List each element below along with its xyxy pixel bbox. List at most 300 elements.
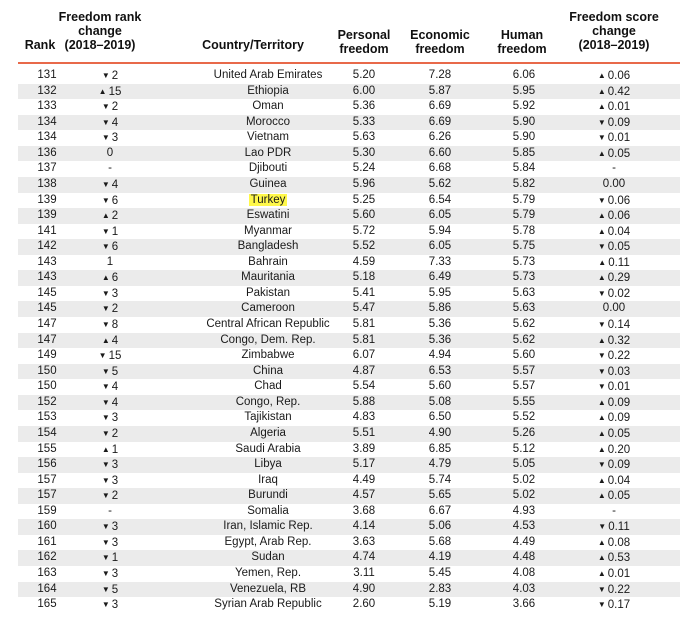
arrow-down-icon: ▼ (101, 537, 110, 547)
score-change-cell (584, 239, 644, 255)
human-freedom-value: 4.53 (512, 520, 536, 533)
rank-value: 163 (37, 567, 57, 579)
score-change-value: 0.00 (602, 177, 626, 190)
rank-cell (32, 535, 62, 551)
human-freedom-cell (494, 535, 554, 551)
table-row (18, 535, 680, 551)
rank-change-value: 2 (111, 427, 119, 440)
table-row (18, 379, 680, 395)
score-change-cell (584, 582, 644, 598)
personal-freedom-value: 4.87 (352, 364, 376, 377)
table-row (18, 239, 680, 255)
rank-value: 159 (37, 504, 57, 517)
rank-change-value: 2 (111, 70, 119, 82)
table-row (18, 130, 680, 146)
arrow-down-icon: ▼ (101, 133, 110, 143)
score-change-cell (584, 255, 644, 271)
table-row (18, 395, 680, 411)
rank-change-value: 3 (111, 287, 119, 300)
personal-freedom-cell (334, 99, 394, 115)
human-freedom-value: 5.78 (512, 224, 536, 237)
rank-value: 134 (37, 115, 57, 128)
rank-value: 150 (37, 380, 57, 393)
personal-freedom-cell (334, 146, 394, 162)
human-freedom-value: 6.06 (512, 69, 536, 81)
human-freedom-value: 5.73 (512, 271, 536, 284)
score-change-value: - (612, 162, 616, 175)
table-row (18, 301, 680, 317)
score-change-cell (584, 177, 644, 193)
economic-freedom-value: 6.69 (428, 115, 452, 128)
score-change-value: 0.06 (607, 194, 631, 207)
table-body (18, 68, 680, 613)
score-change-cell (584, 457, 644, 473)
human-freedom-cell (494, 68, 554, 84)
score-change-cell (584, 566, 644, 582)
country-name: Morocco (245, 115, 291, 128)
personal-freedom-cell (334, 317, 394, 333)
rank-cell (32, 301, 62, 317)
rank-change-cell (80, 68, 140, 84)
rank-cell (32, 193, 62, 209)
arrow-down-icon: ▼ (101, 553, 110, 563)
personal-freedom-value: 3.11 (353, 567, 375, 579)
rank-change-cell (80, 224, 140, 240)
rank-change-cell (80, 270, 140, 286)
score-change-cell (584, 161, 644, 177)
human-freedom-cell (494, 115, 554, 131)
table-row (18, 224, 680, 240)
personal-freedom-cell (334, 208, 394, 224)
economic-freedom-cell (410, 457, 470, 473)
country-name: Congo, Dem. Rep. (220, 333, 316, 346)
economic-freedom-cell (410, 99, 470, 115)
rank-change-cell (80, 535, 140, 551)
country-name: Zimbabwe (241, 349, 295, 362)
rank-change-value: 1 (106, 255, 114, 268)
rank-cell (32, 68, 62, 84)
rank-change-cell (80, 301, 140, 317)
score-change-value: 0.42 (607, 85, 631, 98)
human-freedom-cell (494, 99, 554, 115)
personal-freedom-cell (334, 535, 394, 551)
rank-change-value: 4 (111, 178, 119, 191)
table-row (18, 286, 680, 302)
personal-freedom-value: 5.51 (352, 426, 376, 439)
economic-freedom-cell (410, 68, 470, 84)
rank-change-cell (80, 146, 140, 162)
rank-change-value: 6 (111, 272, 119, 285)
arrow-up-icon: ▲ (101, 211, 110, 221)
economic-freedom-value: 4.94 (428, 349, 452, 362)
rank-value: 157 (37, 473, 57, 486)
personal-freedom-cell (334, 68, 394, 84)
economic-freedom-cell (410, 130, 470, 146)
table-row (18, 255, 680, 271)
human-freedom-cell (494, 364, 554, 380)
personal-freedom-cell (334, 473, 394, 489)
score-change-value: 0.05 (607, 490, 631, 503)
economic-freedom-value: 7.33 (428, 255, 452, 268)
personal-freedom-value: 5.36 (352, 100, 376, 113)
arrow-down-icon: ▼ (101, 226, 110, 236)
economic-freedom-value: 5.36 (428, 333, 452, 346)
table-row (18, 504, 680, 520)
country-name: Mauritania (241, 271, 295, 284)
arrow-up-icon: ▲ (597, 491, 606, 501)
economic-freedom-value: 5.45 (428, 567, 452, 579)
personal-freedom-value: 5.24 (352, 162, 376, 175)
rank-change-value: 1 (111, 552, 119, 565)
arrow-up-icon: ▲ (597, 475, 606, 485)
rank-change-value: 3 (111, 132, 119, 145)
arrow-down-icon: ▼ (101, 117, 110, 127)
score-change-cell (584, 504, 644, 520)
rank-cell (32, 161, 62, 177)
human-freedom-value: 5.62 (512, 318, 536, 330)
human-freedom-cell (494, 426, 554, 442)
rank-change-value: 3 (111, 521, 119, 534)
arrow-down-icon: ▼ (101, 569, 110, 578)
personal-freedom-cell (334, 504, 394, 520)
human-freedom-value: 5.62 (512, 333, 536, 346)
human-freedom-cell (494, 519, 554, 535)
personal-freedom-cell (334, 161, 394, 177)
personal-freedom-cell (334, 255, 394, 271)
human-freedom-value: 4.49 (512, 535, 536, 548)
rank-change-value: 15 (108, 350, 122, 363)
economic-freedom-cell (410, 504, 470, 520)
rank-value: 160 (37, 520, 57, 533)
economic-freedom-value: 6.60 (428, 146, 452, 159)
rank-change-cell (80, 597, 140, 613)
score-change-value: 0.00 (602, 302, 626, 315)
arrow-up-icon: ▲ (101, 273, 110, 283)
country-name: Vietnam (247, 131, 289, 144)
arrow-down-icon: ▼ (597, 351, 606, 361)
score-change-cell (584, 519, 644, 535)
arrow-down-icon: ▼ (101, 102, 110, 112)
personal-freedom-value: 5.41 (352, 286, 376, 299)
rank-change-cell (80, 239, 140, 255)
human-freedom-value: 5.57 (512, 364, 536, 377)
economic-freedom-cell (410, 333, 470, 349)
arrow-up-icon: ▲ (598, 257, 607, 267)
economic-freedom-value: 5.94 (428, 224, 452, 237)
score-change-cell (584, 410, 644, 426)
human-freedom-cell (494, 177, 554, 193)
human-freedom-cell (494, 161, 554, 177)
human-freedom-value: 5.84 (512, 162, 536, 175)
arrow-down-icon: ▼ (598, 522, 607, 532)
country-name: Algeria (250, 426, 286, 439)
table-row (18, 270, 680, 286)
rank-change-cell (80, 177, 140, 193)
personal-freedom-cell (334, 488, 394, 504)
country-name: Iran, Islamic Rep. (223, 520, 313, 533)
arrow-up-icon: ▲ (597, 71, 606, 80)
human-freedom-cell (494, 379, 554, 395)
economic-freedom-value: 5.62 (428, 177, 452, 190)
table-row (18, 317, 680, 333)
rank-value: 132 (37, 84, 57, 97)
country-name: Lao PDR (244, 146, 292, 159)
economic-freedom-value: 5.74 (428, 473, 452, 486)
personal-freedom-value: 4.14 (352, 520, 376, 533)
personal-freedom-value: 5.72 (352, 224, 376, 237)
rank-change-cell (80, 208, 140, 224)
header-human-freedom: Human freedom (497, 28, 547, 56)
country-name: Yemen, Rep. (234, 567, 302, 579)
country-name: Myanmar (244, 224, 292, 237)
rank-change-value: 2 (111, 101, 119, 114)
arrow-down-icon: ▼ (597, 366, 606, 376)
header-rank: Rank (24, 38, 56, 52)
personal-freedom-value: 3.63 (352, 535, 376, 548)
human-freedom-value: 5.73 (512, 255, 536, 268)
score-change-cell (584, 99, 644, 115)
rank-value: 164 (37, 582, 57, 595)
rank-cell (32, 177, 62, 193)
rank-change-cell (80, 286, 140, 302)
rank-cell (32, 348, 62, 364)
economic-freedom-cell (410, 550, 470, 566)
rank-cell (32, 519, 62, 535)
score-change-cell (584, 146, 644, 162)
personal-freedom-value: 5.18 (352, 271, 376, 284)
rank-cell (32, 364, 62, 380)
personal-freedom-cell (334, 410, 394, 426)
country-name: Ethiopia (247, 84, 289, 97)
rank-value: 143 (37, 255, 57, 268)
country-name: Sudan (251, 551, 285, 564)
score-change-value: 0.09 (607, 459, 631, 472)
table-row (18, 597, 680, 613)
table-row (18, 208, 680, 224)
arrow-down-icon: ▼ (101, 475, 110, 485)
human-freedom-cell (494, 348, 554, 364)
human-freedom-cell (494, 597, 554, 613)
rank-change-value: 3 (111, 459, 119, 472)
personal-freedom-cell (334, 301, 394, 317)
score-change-cell (584, 286, 644, 302)
country-name: Syrian Arab Republic (214, 598, 322, 611)
score-change-value: 0.17 (607, 599, 631, 612)
country-name: Iraq (258, 473, 278, 486)
rank-change-cell (80, 473, 140, 489)
personal-freedom-value: 2.60 (352, 598, 376, 611)
personal-freedom-value: 6.07 (352, 349, 376, 362)
rank-change-value: 1 (111, 443, 119, 456)
human-freedom-value: 5.85 (512, 146, 536, 159)
arrow-down-icon: ▼ (101, 397, 110, 407)
human-freedom-cell (494, 224, 554, 240)
rank-change-cell (80, 442, 140, 458)
personal-freedom-cell (334, 130, 394, 146)
human-freedom-value: 5.63 (512, 302, 536, 315)
arrow-up-icon: ▲ (597, 444, 606, 454)
score-change-cell (584, 224, 644, 240)
country-name: Bahrain (248, 255, 288, 268)
economic-freedom-value: 6.54 (428, 193, 452, 206)
header-personal-freedom: Personal freedom (337, 28, 391, 56)
arrow-down-icon: ▼ (597, 600, 606, 610)
arrow-down-icon: ▼ (597, 320, 606, 329)
personal-freedom-value: 5.33 (352, 115, 376, 128)
rank-cell (32, 597, 62, 613)
country-name: Venezuela, RB (229, 582, 307, 595)
economic-freedom-value: 5.68 (428, 535, 452, 548)
economic-freedom-value: 4.90 (428, 426, 452, 439)
economic-freedom-cell (410, 582, 470, 598)
table-row (18, 193, 680, 209)
personal-freedom-cell (334, 379, 394, 395)
personal-freedom-cell (334, 426, 394, 442)
rank-change-cell (80, 488, 140, 504)
human-freedom-cell (494, 146, 554, 162)
economic-freedom-value: 5.87 (428, 84, 452, 97)
arrow-down-icon: ▼ (597, 242, 606, 252)
personal-freedom-cell (334, 270, 394, 286)
personal-freedom-value: 4.83 (352, 411, 376, 424)
rank-value: 145 (37, 302, 57, 315)
human-freedom-cell (494, 130, 554, 146)
arrow-down-icon: ▼ (597, 382, 606, 392)
rank-value: 138 (37, 177, 57, 190)
rank-cell (32, 457, 62, 473)
human-freedom-cell (494, 504, 554, 520)
table-header (0, 0, 690, 64)
score-change-cell (584, 473, 644, 489)
table-row (18, 68, 680, 84)
personal-freedom-cell (334, 519, 394, 535)
economic-freedom-cell (410, 535, 470, 551)
arrow-down-icon: ▼ (597, 288, 606, 298)
human-freedom-value: 4.08 (512, 567, 536, 579)
rank-value: 150 (37, 364, 57, 377)
arrow-down-icon: ▼ (101, 491, 110, 501)
score-change-value: 0.04 (607, 474, 631, 487)
rank-value: 137 (37, 162, 57, 175)
economic-freedom-cell (410, 473, 470, 489)
rank-value: 136 (37, 146, 57, 159)
economic-freedom-cell (410, 519, 470, 535)
score-change-cell (584, 364, 644, 380)
personal-freedom-value: 5.63 (352, 131, 376, 144)
personal-freedom-cell (334, 193, 394, 209)
economic-freedom-value: 5.06 (428, 520, 452, 533)
personal-freedom-value: 4.57 (352, 489, 376, 502)
rank-change-cell (80, 99, 140, 115)
score-change-value: 0.11 (608, 521, 630, 534)
rank-change-cell (80, 255, 140, 271)
personal-freedom-cell (334, 84, 394, 100)
score-change-value: 0.05 (607, 147, 631, 160)
personal-freedom-value: 5.20 (352, 69, 376, 81)
header-score-change: Freedom score change (2018–2019) (569, 10, 659, 52)
score-change-cell (584, 333, 644, 349)
table-row (18, 550, 680, 566)
human-freedom-value: 5.55 (512, 395, 536, 408)
personal-freedom-value: 5.96 (352, 177, 376, 190)
rank-cell (32, 208, 62, 224)
economic-freedom-cell (410, 597, 470, 613)
personal-freedom-cell (334, 457, 394, 473)
table-row (18, 582, 680, 598)
rank-cell (32, 84, 62, 100)
score-change-value: 0.02 (607, 287, 631, 300)
table-row (18, 566, 680, 582)
personal-freedom-value: 5.60 (352, 209, 376, 222)
arrow-down-icon: ▼ (101, 584, 110, 594)
table-row (18, 473, 680, 489)
rank-change-cell (80, 582, 140, 598)
economic-freedom-cell (410, 364, 470, 380)
rank-cell (32, 146, 62, 162)
score-change-value: 0.05 (607, 427, 631, 440)
table-row (18, 457, 680, 473)
economic-freedom-value: 7.28 (428, 69, 452, 81)
arrow-up-icon: ▲ (597, 569, 606, 578)
score-change-value: 0.29 (607, 272, 631, 285)
economic-freedom-value: 6.67 (428, 504, 452, 517)
table-row (18, 442, 680, 458)
rank-value: 139 (37, 193, 57, 206)
human-freedom-cell (494, 473, 554, 489)
header-rank-change: Freedom rank change (2018–2019) (58, 10, 142, 52)
arrow-down-icon: ▼ (101, 288, 110, 298)
rank-change-cell (80, 566, 140, 582)
country-name: Cameroon (241, 302, 295, 315)
country-name: United Arab Emirates (213, 69, 323, 81)
score-change-value: 0.08 (607, 536, 631, 549)
arrow-down-icon: ▼ (101, 522, 110, 532)
rank-cell (32, 473, 62, 489)
rank-cell (32, 379, 62, 395)
human-freedom-cell (494, 255, 554, 271)
economic-freedom-value: 5.08 (428, 395, 452, 408)
table-row (18, 519, 680, 535)
score-change-cell (584, 535, 644, 551)
rank-change-value: 2 (111, 210, 119, 223)
table-row (18, 426, 680, 442)
rank-change-cell (80, 193, 140, 209)
economic-freedom-cell (410, 255, 470, 271)
score-change-cell (584, 317, 644, 333)
personal-freedom-value: 5.81 (352, 318, 376, 330)
score-change-cell (584, 301, 644, 317)
score-change-value: 0.53 (607, 552, 631, 565)
personal-freedom-cell (334, 550, 394, 566)
human-freedom-value: 5.02 (512, 473, 536, 486)
rank-change-value: 0 (106, 146, 114, 159)
personal-freedom-value: 5.52 (352, 240, 376, 253)
human-freedom-value: 4.93 (512, 504, 536, 517)
rank-cell (32, 317, 62, 333)
human-freedom-cell (494, 582, 554, 598)
human-freedom-cell (494, 333, 554, 349)
personal-freedom-value: 3.89 (352, 442, 376, 455)
table-row (18, 488, 680, 504)
rank-change-value: 1 (111, 225, 119, 238)
score-change-cell (584, 379, 644, 395)
score-change-value: 0.14 (607, 319, 631, 331)
human-freedom-value: 5.75 (512, 240, 536, 253)
arrow-down-icon: ▼ (101, 320, 110, 329)
rank-change-cell (80, 130, 140, 146)
arrow-up-icon: ▲ (597, 537, 606, 547)
country-name: Egypt, Arab Rep. (224, 535, 312, 548)
